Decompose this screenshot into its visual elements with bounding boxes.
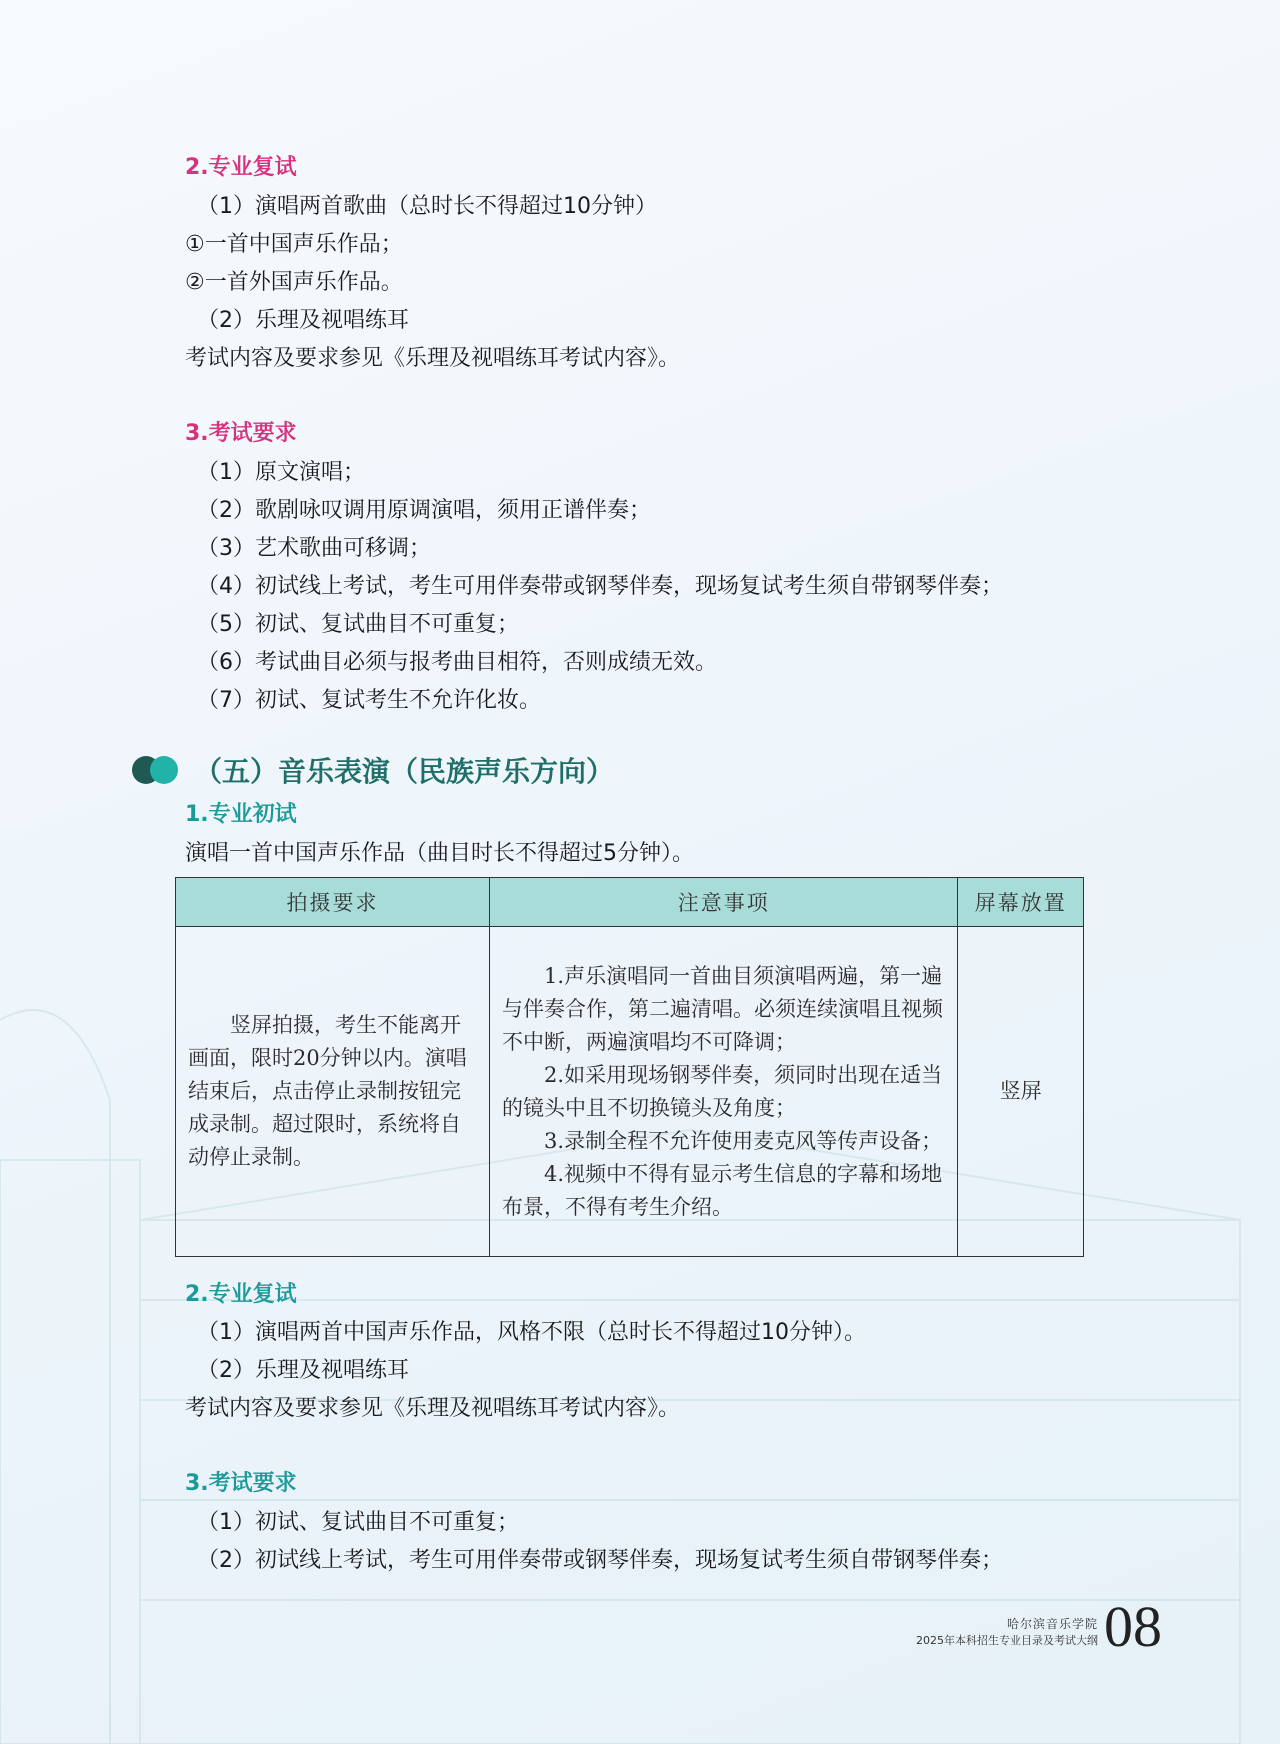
requirement-item: （2）歌剧咏叹调用原调演唱，须用正谱伴奏；	[197, 498, 651, 523]
requirement-item: （5）初试、复试曲目不可重复；	[197, 612, 519, 637]
requirement-item: （6）考试曲目必须与报考曲目相符，否则成绩无效。	[197, 650, 717, 675]
requirement-item: （7）初试、复试考生不允许化妆。	[197, 688, 541, 713]
requirement-item: （1）原文演唱；	[197, 460, 365, 485]
retest-item: ②一首外国声乐作品。	[185, 270, 403, 295]
requirement-item: （2）初试线上考试，考生可用伴奏带或钢琴伴奏，现场复试考生须自带钢琴伴奏；	[197, 1548, 1003, 1573]
retest-item: （1）演唱两首歌曲（总时长不得超过10分钟）	[197, 194, 657, 219]
requirement-item: （4）初试线上考试，考生可用伴奏带或钢琴伴奏，现场复试考生须自带钢琴伴奏；	[197, 574, 1003, 599]
note-item: 3.录制全程不允许使用麦克风等传声设备；	[544, 1128, 943, 1153]
section-title-text: （五）音乐表演（民族声乐方向）	[194, 755, 615, 788]
prelim-heading: 1.专业初试	[185, 802, 297, 827]
shooting-requirement-cell	[176, 927, 490, 1257]
section-title	[132, 752, 614, 788]
retest-item: 考试内容及要求参见《乐理及视唱练耳考试内容》。	[185, 1396, 681, 1421]
note-item: 2.如采用现场钢琴伴奏，须同时出现在适当的镜头中且不切换镜头及角度；	[502, 1062, 943, 1120]
retest-item: （2）乐理及视唱练耳	[197, 1358, 409, 1383]
retest-heading: 2.专业复试	[185, 155, 297, 180]
section-bullet-icon	[132, 756, 180, 784]
retest-item: （2）乐理及视唱练耳	[197, 308, 409, 333]
retest-item: （1）演唱两首中国声乐作品，风格不限（总时长不得超过10分钟）。	[197, 1320, 866, 1345]
requirements-heading: 3.考试要求	[185, 1471, 297, 1496]
page-number: 08	[1104, 1594, 1162, 1659]
school-name: 哈尔滨音乐学院	[1006, 1617, 1098, 1631]
retest-heading: 2.专业复试	[185, 1282, 297, 1307]
page-footer	[916, 1594, 1162, 1659]
table-header: 注意事项	[490, 878, 958, 927]
prelim-text: 演唱一首中国声乐作品（曲目时长不得超过5分钟）。	[185, 841, 694, 866]
recording-requirements-table	[175, 877, 1084, 1257]
notes-cell	[490, 927, 958, 1257]
requirement-item: （1）初试、复试曲目不可重复；	[197, 1510, 519, 1535]
shooting-requirement-text: 竖屏拍摄，考生不能离开画面，限时20分钟以内。演唱结束后，点击停止录制按钮完成录制。超过限时，系统将自动停止录制。	[188, 1013, 467, 1169]
table-header: 屏幕放置	[958, 878, 1084, 927]
guide-title: 2025年本科招生专业目录及考试大纲	[916, 1634, 1098, 1647]
note-item: 1.声乐演唱同一首曲目须演唱两遍，第一遍与伴奏合作，第二遍清唱。必须连续演唱且视频不中断，两遍演唱均不可降调；	[502, 963, 944, 1054]
note-item: 4.视频中不得有显示考生信息的字幕和场地布景，不得有考生介绍。	[502, 1161, 943, 1219]
requirements-heading: 3.考试要求	[185, 421, 297, 446]
retest-item: ①一首中国声乐作品；	[185, 232, 403, 257]
table-header: 拍摄要求	[176, 878, 490, 927]
requirement-item: （3）艺术歌曲可移调；	[197, 536, 431, 561]
retest-item: 考试内容及要求参见《乐理及视唱练耳考试内容》。	[185, 346, 681, 371]
screen-orientation-cell: 竖屏	[958, 927, 1084, 1257]
